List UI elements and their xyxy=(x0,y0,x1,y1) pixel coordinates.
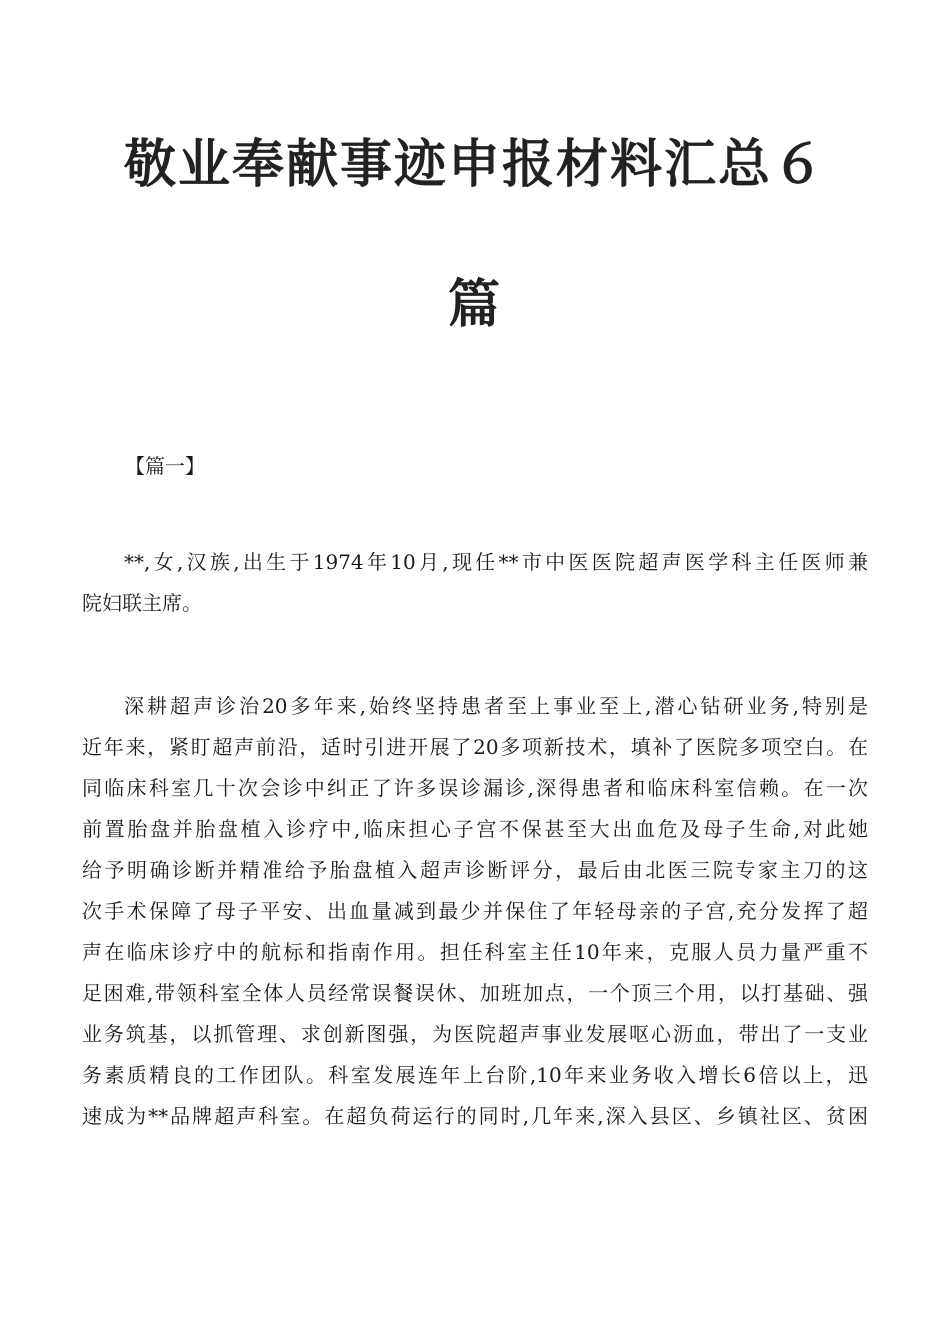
paragraph-line: 业务筑基，以抓管理、求创新图强，为医院超声事业发展呕心沥血，带出了一支业 xyxy=(82,1022,868,1046)
paragraph-1 xyxy=(82,542,868,624)
paragraph-line: 声在临床诊疗中的航标和指南作用。担任科室主任10年来，克服人员力量严重不 xyxy=(82,940,868,964)
paragraph-line: 速成为**品牌超声科室。在超负荷运行的同时,几年来,深入县区、乡镇社区、贫困 xyxy=(82,1104,868,1128)
document-title-line-2: 篇 xyxy=(447,275,502,335)
paragraph-line: 深耕超声诊治20多年来,始终坚持患者至上事业至上,潜心钻研业务,特别是 xyxy=(124,694,868,718)
paragraph-line: 务素质精良的工作团队。科室发展连年上台阶,10年来业务收入增长6倍以上，迅 xyxy=(82,1063,868,1087)
paragraph-line: 院妇联主席。 xyxy=(82,591,202,615)
document-title-line-1: 敬业奉献事迹申报材料汇总６ xyxy=(123,135,826,195)
section-label: 【篇一】 xyxy=(125,454,205,478)
paragraph-2 xyxy=(82,686,868,1137)
paragraph-line: **,女,汉族,出生于1974年10月,现任**市中医医院超声医学科主任医师兼 xyxy=(124,550,868,574)
paragraph-line: 同临床科室几十次会诊中纠正了许多误诊漏诊,深得患者和临床科室信赖。在一次 xyxy=(82,776,868,800)
paragraph-line: 近年来，紧盯超声前沿，适时引进开展了20多项新技术，填补了医院多项空白。在 xyxy=(82,735,868,759)
paragraph-line: 给予明确诊断并精准给予胎盘植入超声诊断评分，最后由北医三院专家主刀的这 xyxy=(82,858,868,882)
paragraph-line: 足困难,带领科室全体人员经常误餐误休、加班加点，一个顶三个用，以打基础、强 xyxy=(82,981,868,1005)
paragraph-line: 次手术保障了母子平安、出血量减到最少并保住了年轻母亲的子宫,充分发挥了超 xyxy=(82,899,868,923)
paragraph-line: 前置胎盘并胎盘植入诊疗中,临床担心子宫不保甚至大出血危及母子生命,对此她 xyxy=(82,817,868,841)
